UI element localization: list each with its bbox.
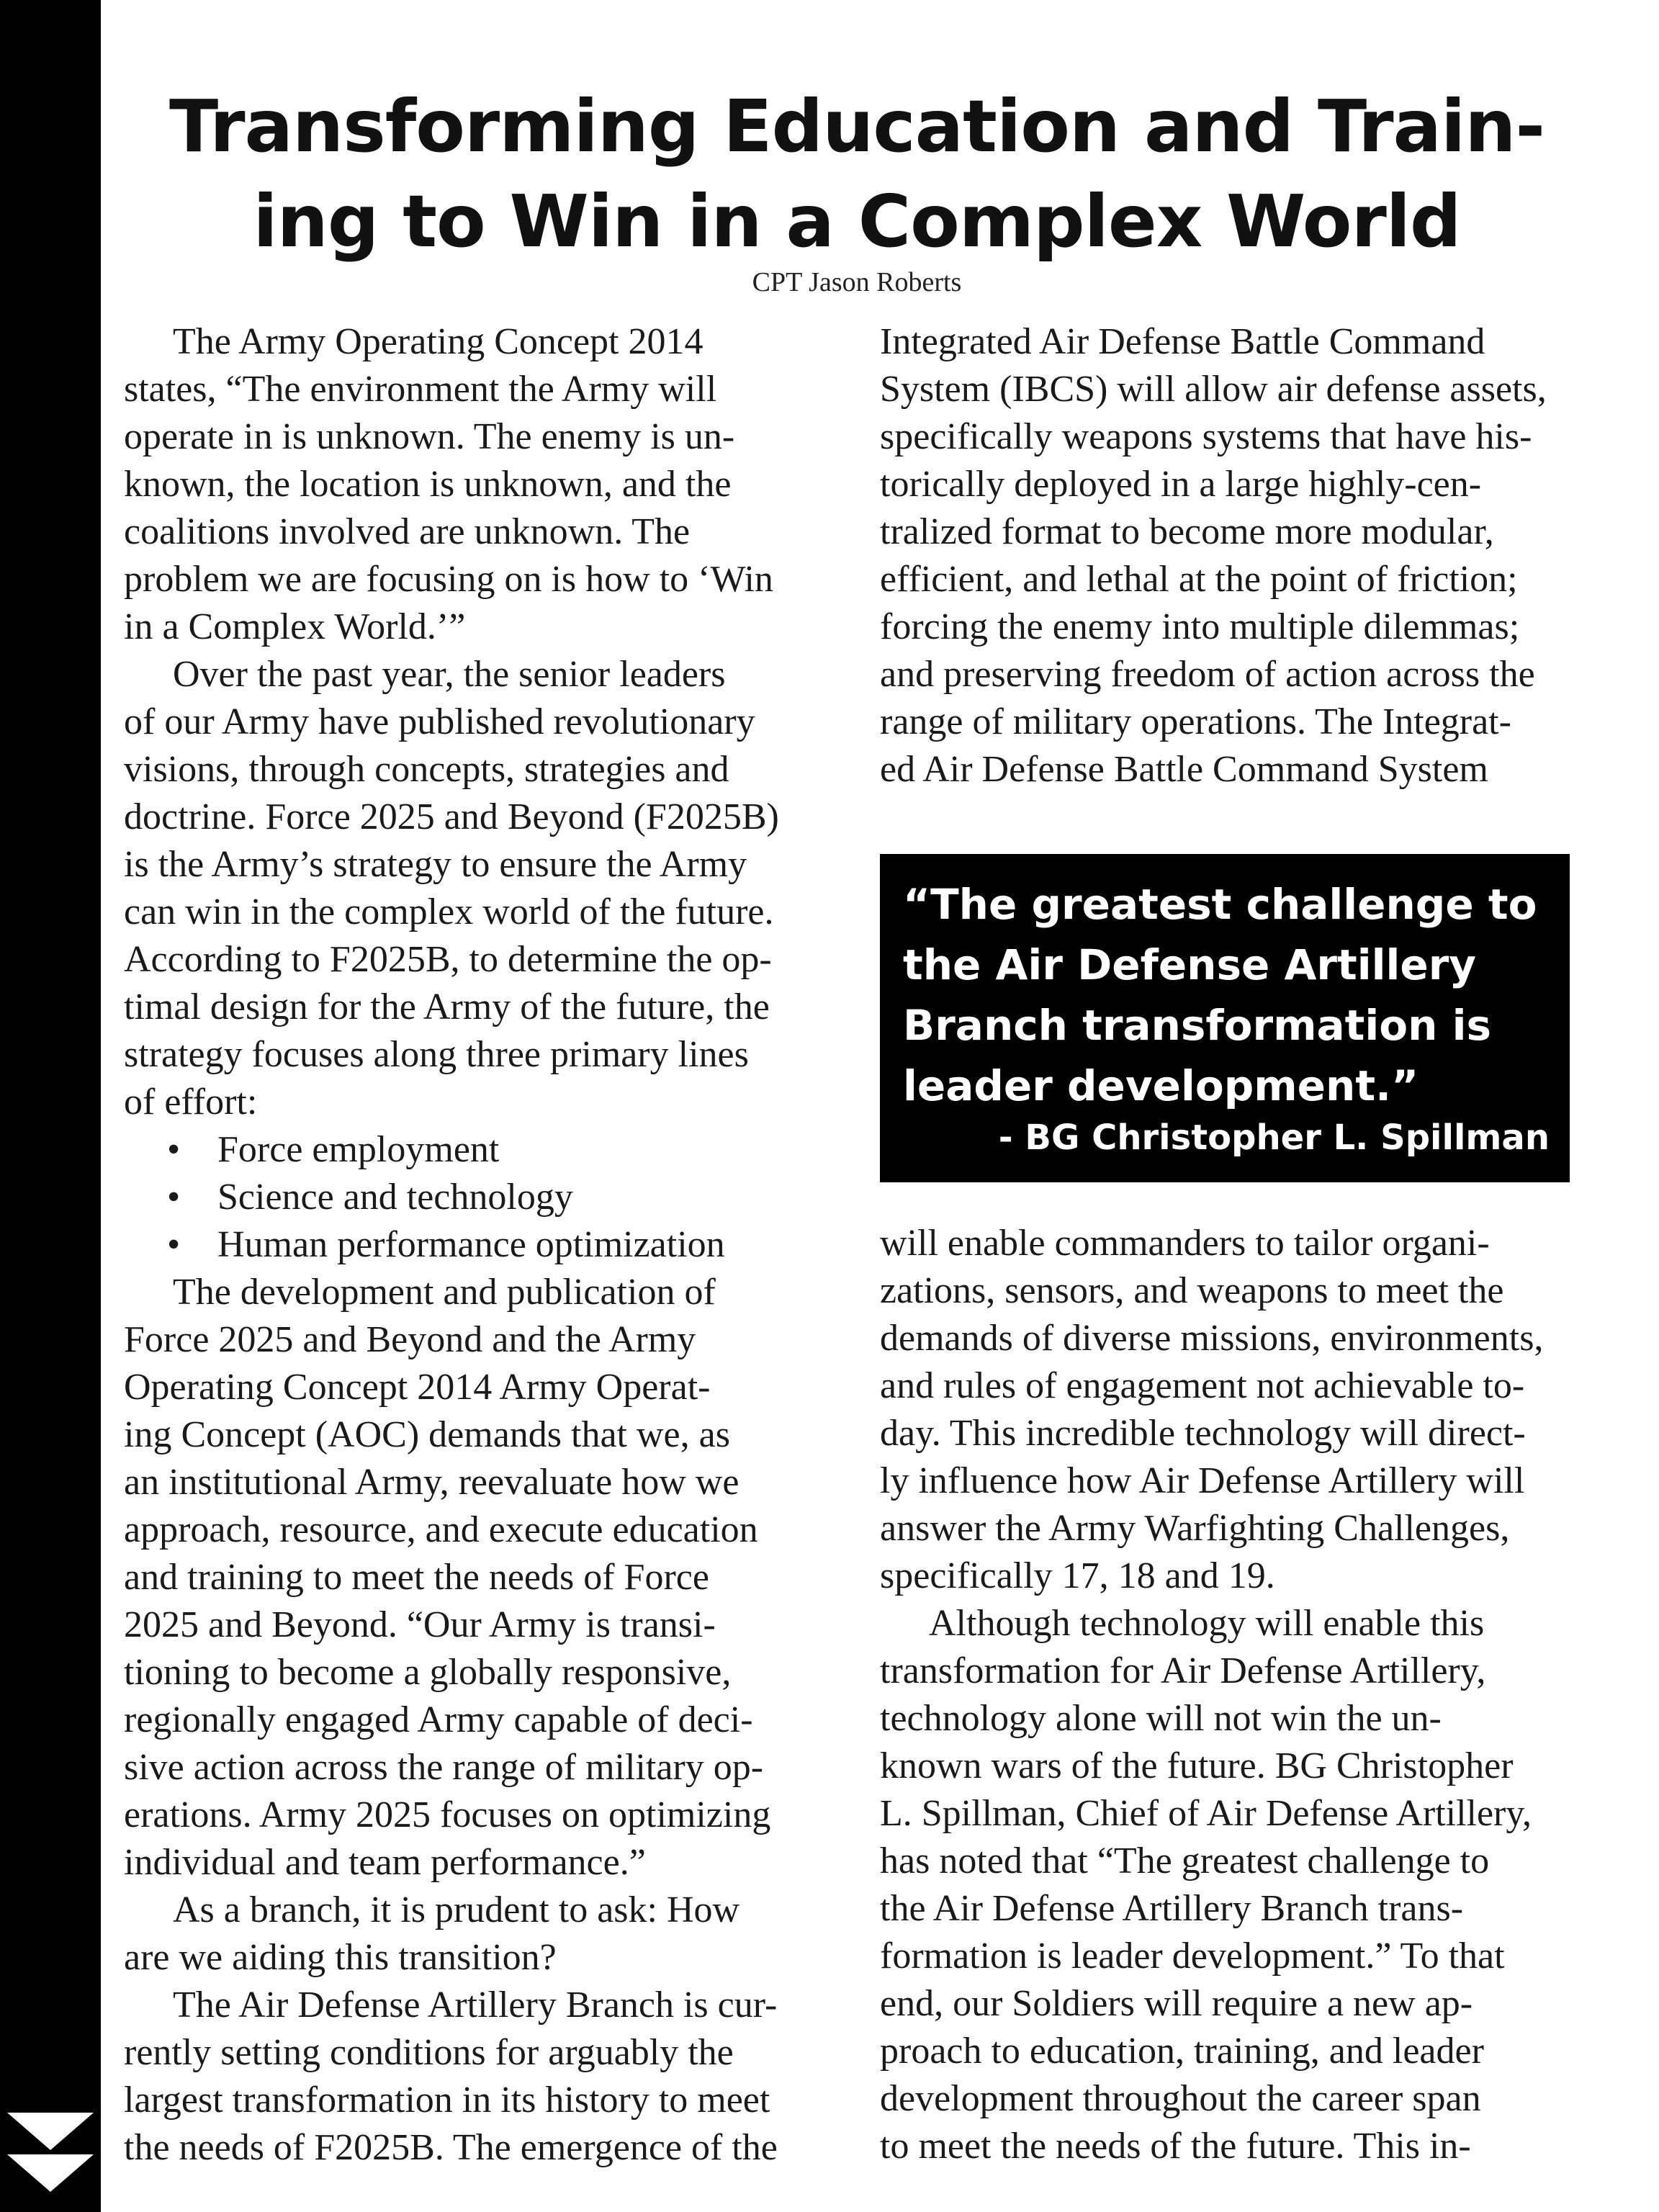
body-text-line: timal design for the Army of the future, the <box>124 986 770 1028</box>
body-text-line: Operating Concept 2014 Army Operat- <box>124 1367 711 1408</box>
body-text-line: ing Concept (AOC) demands that we, as <box>124 1414 730 1455</box>
body-text-line: torically deployed in a large highly-cen- <box>880 464 1482 505</box>
body-text-line: transformation for Air Defense Artillery, <box>880 1650 1486 1691</box>
body-text-line: answer the Army Warfighting Challenges, <box>880 1508 1510 1549</box>
body-text-line: ed Air Defense Battle Command System <box>880 749 1488 790</box>
pull-quote-attribution: - BG Christopher L. Spillman <box>998 1118 1550 1158</box>
bullet-text: Science and technology <box>217 1177 573 1218</box>
body-text-line: in a Complex World.’” <box>124 606 466 647</box>
body-text-line: problem we are focusing on is how to ‘Win <box>124 559 773 600</box>
body-text-line: Force 2025 and Beyond and the Army <box>124 1319 696 1360</box>
body-text-line: are we aiding this transition? <box>124 1937 557 1978</box>
body-text-line: visions, through concepts, strategies and <box>124 749 729 790</box>
right-text-column-top <box>880 318 1607 793</box>
body-text-line: proach to education, training, and leader <box>880 2031 1484 2072</box>
body-text-line: the needs of F2025B. The emergence of the <box>124 2127 778 2168</box>
bullet-list-item <box>124 1174 864 1221</box>
body-text-line: will enable commanders to tailor organi- <box>880 1223 1490 1264</box>
body-text-line: of effort: <box>124 1082 258 1123</box>
body-text-line: day. This incredible technology will direct- <box>880 1413 1526 1454</box>
body-text-line: Over the past year, the senior leaders <box>173 654 726 695</box>
article-title <box>137 79 1577 269</box>
body-text-line: rently setting conditions for arguably the <box>124 2032 734 2073</box>
pull-quote-line: the Air Defense Artillery <box>903 940 1477 989</box>
body-text-line: can win in the complex world of the future. <box>124 891 774 932</box>
body-text-line: development throughout the career span <box>880 2078 1481 2119</box>
body-text-line: individual and team performance.” <box>124 1842 646 1883</box>
body-text-line: approach, resource, and execute education <box>124 1509 758 1550</box>
body-text-line: of our Army have published revolutionary <box>124 701 755 742</box>
body-text-line: known wars of the future. BG Christopher <box>880 1745 1514 1786</box>
bullet-list-item <box>124 1126 864 1174</box>
body-text-line: erations. Army 2025 focuses on optimizing <box>124 1794 771 1835</box>
body-text-line: to meet the needs of the future. This in- <box>880 2126 1471 2167</box>
double-chevron-down-icon[interactable] <box>7 2110 94 2196</box>
body-text-line: efficient, and lethal at the point of friction; <box>880 559 1518 600</box>
body-text-line: regionally engaged Army capable of deci- <box>124 1699 753 1740</box>
body-text-line: and rules of engagement not achievable to- <box>880 1365 1525 1406</box>
body-text-line: operate in is unknown. The enemy is un- <box>124 416 735 457</box>
bullet-text: Human performance optimization <box>217 1224 725 1265</box>
body-text-line: Integrated Air Defense Battle Command <box>880 321 1485 362</box>
right-text-column-bottom <box>880 1220 1607 2170</box>
pull-quote-line: “The greatest challenge to <box>903 880 1537 929</box>
pull-quote-line: leader development.” <box>903 1061 1419 1110</box>
body-text-line: demands of diverse missions, environments, <box>880 1318 1544 1359</box>
body-text-line: states, “The environment the Army will <box>124 369 717 410</box>
body-text-line: The Air Defense Artillery Branch is cur- <box>173 1984 778 2026</box>
body-text-line: and preserving freedom of action across the <box>880 654 1535 695</box>
body-text-line: forcing the enemy into multiple dilemmas; <box>880 606 1520 647</box>
bullet-glyph: • <box>167 1177 181 1218</box>
body-text-line: strategy focuses along three primary lines <box>124 1034 749 1075</box>
body-text-line: technology alone will not win the un- <box>880 1698 1442 1739</box>
body-text-line: known, the location is unknown, and the <box>124 464 732 505</box>
body-text-line: 2025 and Beyond. “Our Army is transi- <box>124 1604 716 1645</box>
bullet-glyph: • <box>167 1129 181 1170</box>
body-text-line: specifically weapons systems that have his- <box>880 416 1532 457</box>
bullet-glyph: • <box>167 1224 181 1265</box>
left-text-column <box>124 318 864 2172</box>
body-text-line: has noted that “The greatest challenge to <box>880 1840 1490 1881</box>
body-text-line: an institutional Army, reevaluate how we <box>124 1462 739 1503</box>
body-text-line: The development and publication of <box>173 1272 716 1313</box>
body-text-line: zations, sensors, and weapons to meet the <box>880 1270 1504 1311</box>
bullet-text: Force employment <box>217 1129 500 1170</box>
bullet-list-item <box>124 1221 864 1269</box>
body-text-line: Although technology will enable this <box>929 1603 1485 1644</box>
body-text-line: specifically 17, 18 and 19. <box>880 1555 1275 1596</box>
article-title-line-1: Transforming Education and Train- <box>168 84 1545 168</box>
body-text-line: doctrine. Force 2025 and Beyond (F2025B) <box>124 796 779 837</box>
body-text-line: System (IBCS) will allow air defense assets, <box>880 369 1547 410</box>
body-text-line: As a branch, it is prudent to ask: How <box>173 1889 740 1930</box>
body-text-line: sive action across the range of military op- <box>124 1747 764 1788</box>
body-text-line: coalitions involved are unknown. The <box>124 511 691 552</box>
body-text-line: is the Army’s strategy to ensure the Army <box>124 844 747 885</box>
body-text-line: The Army Operating Concept 2014 <box>173 321 703 362</box>
body-text-line: range of military operations. The Integrat- <box>880 701 1511 742</box>
body-text-line: and training to meet the needs of Force <box>124 1557 709 1598</box>
body-text-line: end, our Soldiers will require a new ap- <box>880 1983 1473 2024</box>
article-title-line-2: ing to Win in a Complex World <box>253 179 1461 264</box>
body-text-line: tralized format to become more modular, <box>880 511 1494 552</box>
body-text-line: ly influence how Air Defense Artillery will <box>880 1460 1525 1501</box>
pull-quote-line: Branch transformation is <box>903 1001 1491 1050</box>
body-text-line: tioning to become a globally responsive, <box>124 1652 732 1693</box>
page-sidebar-bar <box>0 0 101 2212</box>
body-text-line: largest transformation in its history to meet <box>124 2080 770 2121</box>
body-text-line: According to F2025B, to determine the op- <box>124 939 772 980</box>
body-text-line: L. Spillman, Chief of Air Defense Artillery, <box>880 1793 1532 1834</box>
body-text-line: formation is leader development.” To that <box>880 1936 1505 1977</box>
pull-quote-box <box>880 854 1570 1182</box>
body-text-line: the Air Defense Artillery Branch trans- <box>880 1888 1464 1929</box>
article-byline: CPT Jason Roberts <box>752 267 962 297</box>
